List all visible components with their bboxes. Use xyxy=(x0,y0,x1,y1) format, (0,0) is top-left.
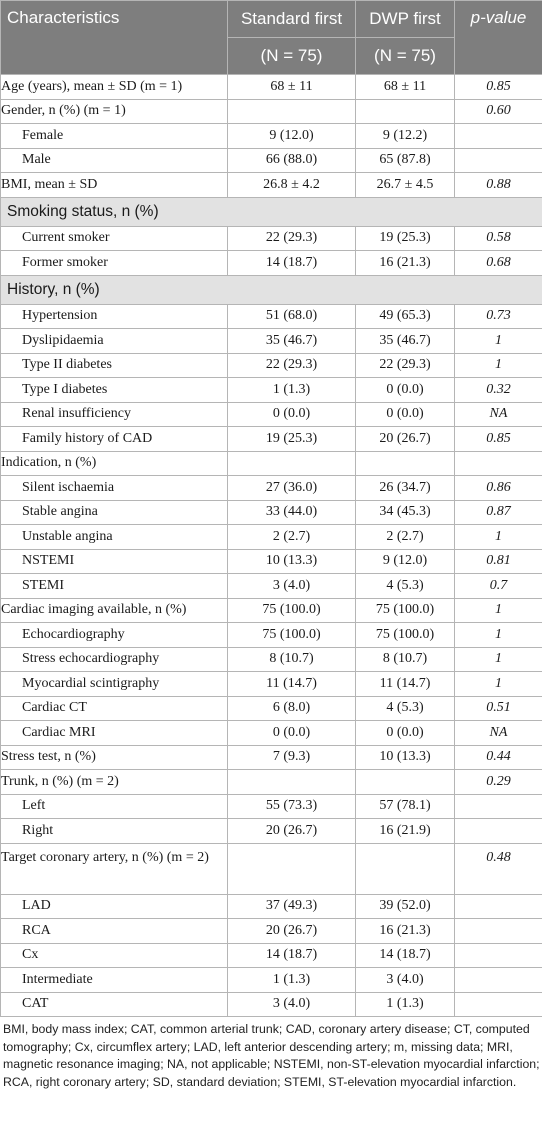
dwp-first-value: 16 (21.9) xyxy=(356,819,455,844)
table-row xyxy=(1,943,542,968)
p-value: 0.87 xyxy=(455,500,542,525)
row-label: Male xyxy=(1,148,228,173)
row-label: Dyslipidaemia xyxy=(1,329,228,354)
row-label: Cardiac CT xyxy=(1,696,228,721)
standard-first-value: 22 (29.3) xyxy=(228,353,356,378)
header-characteristics: Characteristics xyxy=(1,1,228,75)
row-label: Type II diabetes xyxy=(1,353,228,378)
table-row xyxy=(1,672,542,697)
standard-first-value: 0 (0.0) xyxy=(228,402,356,427)
dwp-first-value: 0 (0.0) xyxy=(356,378,455,403)
table-row xyxy=(1,968,542,993)
row-label: Hypertension xyxy=(1,304,228,329)
table-row xyxy=(1,647,542,672)
standard-first-value: 9 (12.0) xyxy=(228,124,356,149)
standard-first-value: 35 (46.7) xyxy=(228,329,356,354)
standard-first-value: 33 (44.0) xyxy=(228,500,356,525)
standard-first-value xyxy=(228,770,356,795)
header-dwp-first: DWP first xyxy=(356,1,455,38)
row-label: Echocardiography xyxy=(1,623,228,648)
section-label: History, n (%) xyxy=(1,275,542,304)
p-value xyxy=(455,451,542,476)
dwp-first-value: 19 (25.3) xyxy=(356,226,455,251)
table-row xyxy=(1,378,542,403)
standard-first-value: 66 (88.0) xyxy=(228,148,356,173)
header-standard-first: Standard first xyxy=(228,1,356,38)
table-row xyxy=(1,476,542,501)
row-label: Cx xyxy=(1,943,228,968)
dwp-first-value: 57 (78.1) xyxy=(356,794,455,819)
table-row xyxy=(1,721,542,746)
standard-first-value: 75 (100.0) xyxy=(228,623,356,648)
standard-first-value: 19 (25.3) xyxy=(228,427,356,452)
table-row xyxy=(1,992,542,1017)
p-value xyxy=(455,124,542,149)
row-label: Left xyxy=(1,794,228,819)
row-label: BMI, mean ± SD xyxy=(1,173,228,198)
standard-first-value: 26.8 ± 4.2 xyxy=(228,173,356,198)
p-value: 1 xyxy=(455,598,542,623)
standard-first-value: 27 (36.0) xyxy=(228,476,356,501)
p-value: 1 xyxy=(455,353,542,378)
p-value: 1 xyxy=(455,672,542,697)
p-value: 0.44 xyxy=(455,745,542,770)
p-value xyxy=(455,148,542,173)
dwp-first-value: 16 (21.3) xyxy=(356,919,455,944)
p-value xyxy=(455,919,542,944)
section-row xyxy=(1,275,542,304)
header-p-value-text: p-value xyxy=(470,8,527,27)
row-label: CAT xyxy=(1,992,228,1017)
dwp-first-value: 20 (26.7) xyxy=(356,427,455,452)
p-value: 0.85 xyxy=(455,75,542,100)
dwp-first-value xyxy=(356,451,455,476)
table-row xyxy=(1,843,542,894)
table-row xyxy=(1,75,542,100)
dwp-first-value: 2 (2.7) xyxy=(356,525,455,550)
p-value: 1 xyxy=(455,623,542,648)
p-value: 0.7 xyxy=(455,574,542,599)
dwp-first-value: 35 (46.7) xyxy=(356,329,455,354)
row-label: Intermediate xyxy=(1,968,228,993)
dwp-first-value: 39 (52.0) xyxy=(356,894,455,919)
dwp-first-value: 10 (13.3) xyxy=(356,745,455,770)
row-label: Cardiac MRI xyxy=(1,721,228,746)
dwp-first-value: 75 (100.0) xyxy=(356,598,455,623)
table-row xyxy=(1,696,542,721)
dwp-first-value: 8 (10.7) xyxy=(356,647,455,672)
dwp-first-value: 3 (4.0) xyxy=(356,968,455,993)
table-row xyxy=(1,427,542,452)
standard-first-value: 51 (68.0) xyxy=(228,304,356,329)
p-value: 0.85 xyxy=(455,427,542,452)
table-row xyxy=(1,770,542,795)
dwp-first-value: 9 (12.0) xyxy=(356,549,455,574)
row-label: Current smoker xyxy=(1,226,228,251)
p-value: 1 xyxy=(455,525,542,550)
row-label: Stress echocardiography xyxy=(1,647,228,672)
dwp-first-value: 9 (12.2) xyxy=(356,124,455,149)
standard-first-value: 55 (73.3) xyxy=(228,794,356,819)
p-value xyxy=(455,819,542,844)
row-label: LAD xyxy=(1,894,228,919)
table-row xyxy=(1,173,542,198)
table-row xyxy=(1,819,542,844)
standard-first-value xyxy=(228,451,356,476)
dwp-first-value xyxy=(356,99,455,124)
standard-first-value: 8 (10.7) xyxy=(228,647,356,672)
table-row xyxy=(1,745,542,770)
row-label: Renal insufficiency xyxy=(1,402,228,427)
row-label: Type I diabetes xyxy=(1,378,228,403)
standard-first-value: 0 (0.0) xyxy=(228,721,356,746)
p-value xyxy=(455,992,542,1017)
standard-first-value: 75 (100.0) xyxy=(228,598,356,623)
standard-first-value xyxy=(228,99,356,124)
table-body xyxy=(1,75,542,1017)
table-row xyxy=(1,329,542,354)
section-row xyxy=(1,197,542,226)
dwp-first-value xyxy=(356,843,455,894)
row-label: Gender, n (%) (m = 1) xyxy=(1,99,228,124)
table-row xyxy=(1,402,542,427)
table-row xyxy=(1,353,542,378)
standard-first-value: 6 (8.0) xyxy=(228,696,356,721)
standard-first-value: 11 (14.7) xyxy=(228,672,356,697)
standard-first-value: 37 (49.3) xyxy=(228,894,356,919)
p-value: 0.48 xyxy=(455,843,542,894)
dwp-first-value: 26.7 ± 4.5 xyxy=(356,173,455,198)
section-label: Smoking status, n (%) xyxy=(1,197,542,226)
table-footnote: BMI, body mass index; CAT, common arterial trunk; CAD, coronary artery disease; CT, computed tomography; Cx, circumflex artery; LAD, left anterior descending artery; m, missing data; MRI, magnetic resonance imaging; NA, not applicable; NSTEMI, non-ST-elevation myocardial infarction; RCA, right coronary artery; SD, standard deviation; STEMI, ST-elevation myocardial infarction. xyxy=(3,1022,540,1089)
standard-first-value: 3 (4.0) xyxy=(228,992,356,1017)
dwp-first-value: 49 (65.3) xyxy=(356,304,455,329)
p-value: 0.73 xyxy=(455,304,542,329)
table-row xyxy=(1,251,542,276)
table-row xyxy=(1,124,542,149)
dwp-first-value: 65 (87.8) xyxy=(356,148,455,173)
standard-first-value: 7 (9.3) xyxy=(228,745,356,770)
dwp-first-value: 75 (100.0) xyxy=(356,623,455,648)
row-label: Myocardial scintigraphy xyxy=(1,672,228,697)
standard-first-value: 2 (2.7) xyxy=(228,525,356,550)
header-dwp-n: (N = 75) xyxy=(356,38,455,75)
table-row xyxy=(1,451,542,476)
header-standard-n: (N = 75) xyxy=(228,38,356,75)
p-value: 0.86 xyxy=(455,476,542,501)
p-value xyxy=(455,894,542,919)
p-value: 1 xyxy=(455,647,542,672)
row-label: Stress test, n (%) xyxy=(1,745,228,770)
standard-first-value: 14 (18.7) xyxy=(228,943,356,968)
p-value: NA xyxy=(455,402,542,427)
row-label: Trunk, n (%) (m = 2) xyxy=(1,770,228,795)
standard-first-value: 14 (18.7) xyxy=(228,251,356,276)
row-label: Silent ischaemia xyxy=(1,476,228,501)
standard-first-value xyxy=(228,843,356,894)
row-label: Cardiac imaging available, n (%) xyxy=(1,598,228,623)
dwp-first-value: 1 (1.3) xyxy=(356,992,455,1017)
standard-first-value: 20 (26.7) xyxy=(228,819,356,844)
standard-first-value: 1 (1.3) xyxy=(228,378,356,403)
p-value xyxy=(455,943,542,968)
row-label: Family history of CAD xyxy=(1,427,228,452)
dwp-first-value: 14 (18.7) xyxy=(356,943,455,968)
table-row xyxy=(1,549,542,574)
p-value: 0.29 xyxy=(455,770,542,795)
row-label: Age (years), mean ± SD (m = 1) xyxy=(1,75,228,100)
table-row xyxy=(1,304,542,329)
row-label: Target coronary artery, n (%) (m = 2) xyxy=(1,843,228,894)
row-label: NSTEMI xyxy=(1,549,228,574)
row-label: Right xyxy=(1,819,228,844)
standard-first-value: 1 (1.3) xyxy=(228,968,356,993)
row-label: Unstable angina xyxy=(1,525,228,550)
p-value xyxy=(455,968,542,993)
dwp-first-value: 68 ± 11 xyxy=(356,75,455,100)
dwp-first-value: 26 (34.7) xyxy=(356,476,455,501)
row-label: STEMI xyxy=(1,574,228,599)
standard-first-value: 68 ± 11 xyxy=(228,75,356,100)
table-row xyxy=(1,148,542,173)
standard-first-value: 3 (4.0) xyxy=(228,574,356,599)
table-row xyxy=(1,623,542,648)
row-label: Indication, n (%) xyxy=(1,451,228,476)
table-row xyxy=(1,500,542,525)
table-row xyxy=(1,894,542,919)
p-value: 0.81 xyxy=(455,549,542,574)
dwp-first-value: 4 (5.3) xyxy=(356,696,455,721)
p-value: 1 xyxy=(455,329,542,354)
table-row xyxy=(1,226,542,251)
table-row xyxy=(1,99,542,124)
standard-first-value: 10 (13.3) xyxy=(228,549,356,574)
p-value xyxy=(455,794,542,819)
header-p-value xyxy=(455,1,542,75)
dwp-first-value: 0 (0.0) xyxy=(356,402,455,427)
p-value: 0.60 xyxy=(455,99,542,124)
table-row xyxy=(1,525,542,550)
dwp-first-value: 16 (21.3) xyxy=(356,251,455,276)
table-row xyxy=(1,794,542,819)
row-label: RCA xyxy=(1,919,228,944)
table-row xyxy=(1,598,542,623)
dwp-first-value: 34 (45.3) xyxy=(356,500,455,525)
p-value: 0.58 xyxy=(455,226,542,251)
table-row xyxy=(1,574,542,599)
row-label: Former smoker xyxy=(1,251,228,276)
dwp-first-value: 22 (29.3) xyxy=(356,353,455,378)
p-value: 0.88 xyxy=(455,173,542,198)
p-value: NA xyxy=(455,721,542,746)
p-value: 0.51 xyxy=(455,696,542,721)
row-label: Female xyxy=(1,124,228,149)
standard-first-value: 22 (29.3) xyxy=(228,226,356,251)
p-value: 0.32 xyxy=(455,378,542,403)
p-value: 0.68 xyxy=(455,251,542,276)
table-row xyxy=(1,919,542,944)
standard-first-value: 20 (26.7) xyxy=(228,919,356,944)
dwp-first-value: 0 (0.0) xyxy=(356,721,455,746)
dwp-first-value: 11 (14.7) xyxy=(356,672,455,697)
dwp-first-value: 4 (5.3) xyxy=(356,574,455,599)
dwp-first-value xyxy=(356,770,455,795)
row-label: Stable angina xyxy=(1,500,228,525)
